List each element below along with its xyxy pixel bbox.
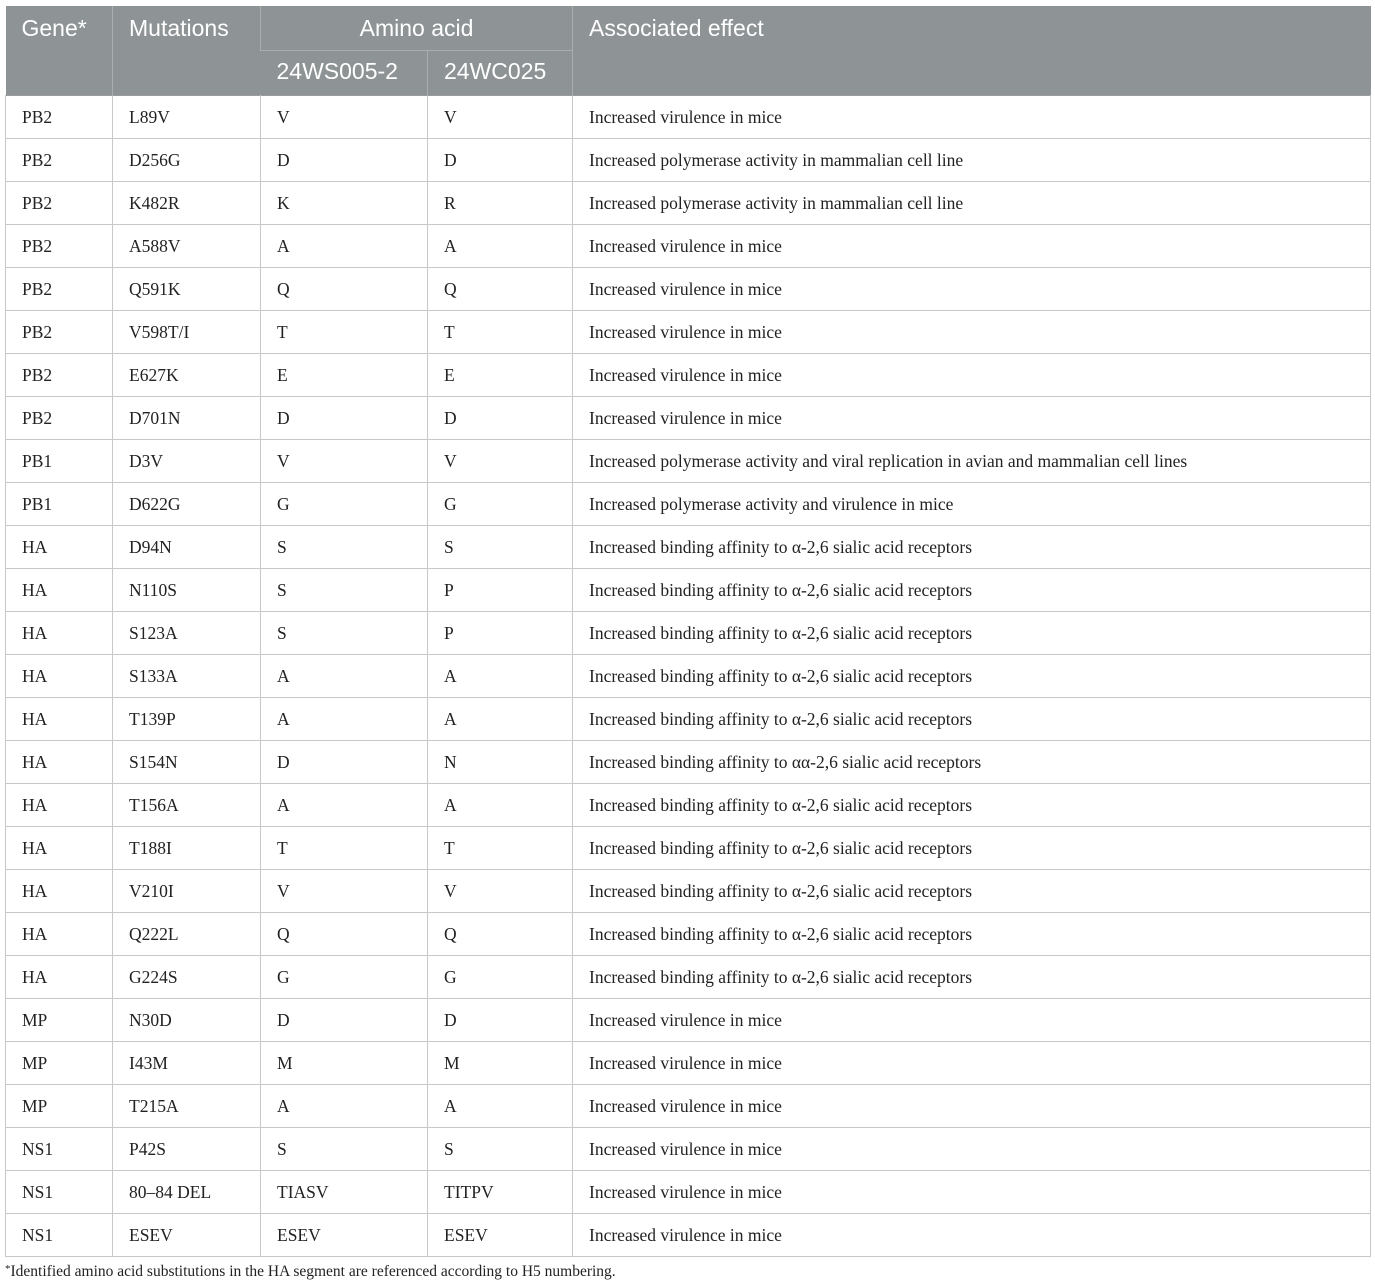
cell-aa-24ws005-2: G bbox=[261, 483, 428, 526]
cell-aa-24ws005-2: K bbox=[261, 182, 428, 225]
cell-mutation: E627K bbox=[113, 354, 261, 397]
cell-aa-24wc025: A bbox=[428, 655, 573, 698]
cell-gene: MP bbox=[6, 999, 113, 1042]
cell-aa-24wc025: Q bbox=[428, 913, 573, 956]
table-row bbox=[6, 1085, 1371, 1128]
table-row bbox=[6, 96, 1371, 139]
cell-gene: HA bbox=[6, 913, 113, 956]
cell-associated-effect: Increased virulence in mice bbox=[573, 999, 1371, 1042]
cell-mutation: V598T/I bbox=[113, 311, 261, 354]
cell-mutation: G224S bbox=[113, 956, 261, 999]
table-row bbox=[6, 913, 1371, 956]
cell-mutation: 80–84 DEL bbox=[113, 1171, 261, 1214]
cell-mutation: K482R bbox=[113, 182, 261, 225]
cell-gene: PB1 bbox=[6, 483, 113, 526]
cell-associated-effect: Increased binding affinity to α-2,6 sialic acid receptors bbox=[573, 913, 1371, 956]
cell-gene: HA bbox=[6, 784, 113, 827]
cell-aa-24ws005-2: M bbox=[261, 1042, 428, 1085]
cell-associated-effect: Increased binding affinity to α-2,6 sialic acid receptors bbox=[573, 698, 1371, 741]
cell-gene: PB2 bbox=[6, 397, 113, 440]
cell-associated-effect: Increased virulence in mice bbox=[573, 1128, 1371, 1171]
table-row bbox=[6, 139, 1371, 182]
cell-aa-24wc025: T bbox=[428, 827, 573, 870]
footnote-text: Identified amino acid substitutions in the HA segment are referenced according to H5 numbering. bbox=[10, 1263, 616, 1280]
cell-associated-effect: Increased binding affinity to α-2,6 sialic acid receptors bbox=[573, 870, 1371, 913]
cell-aa-24wc025: T bbox=[428, 311, 573, 354]
table-row bbox=[6, 698, 1371, 741]
cell-gene: HA bbox=[6, 956, 113, 999]
cell-gene: HA bbox=[6, 569, 113, 612]
cell-gene: HA bbox=[6, 698, 113, 741]
header-gene: Gene* bbox=[6, 6, 113, 96]
cell-aa-24ws005-2: ESEV bbox=[261, 1214, 428, 1257]
cell-aa-24wc025: Q bbox=[428, 268, 573, 311]
header-mutations: Mutations bbox=[113, 6, 261, 96]
cell-aa-24wc025: V bbox=[428, 440, 573, 483]
cell-gene: PB1 bbox=[6, 440, 113, 483]
table-row bbox=[6, 741, 1371, 784]
cell-aa-24ws005-2: V bbox=[261, 96, 428, 139]
cell-aa-24wc025: S bbox=[428, 1128, 573, 1171]
cell-associated-effect: Increased polymerase activity in mammalian cell line bbox=[573, 139, 1371, 182]
cell-aa-24wc025: V bbox=[428, 96, 573, 139]
cell-aa-24wc025: A bbox=[428, 1085, 573, 1128]
cell-aa-24wc025: D bbox=[428, 139, 573, 182]
cell-mutation: D622G bbox=[113, 483, 261, 526]
cell-aa-24wc025: TITPV bbox=[428, 1171, 573, 1214]
cell-aa-24ws005-2: E bbox=[261, 354, 428, 397]
cell-gene: NS1 bbox=[6, 1171, 113, 1214]
cell-associated-effect: Increased polymerase activity and viral replication in avian and mammalian cell lines bbox=[573, 440, 1371, 483]
cell-aa-24wc025: A bbox=[428, 698, 573, 741]
cell-aa-24ws005-2: A bbox=[261, 655, 428, 698]
cell-associated-effect: Increased virulence in mice bbox=[573, 311, 1371, 354]
cell-aa-24ws005-2: TIASV bbox=[261, 1171, 428, 1214]
cell-aa-24ws005-2: A bbox=[261, 698, 428, 741]
cell-aa-24ws005-2: D bbox=[261, 999, 428, 1042]
cell-mutation: D94N bbox=[113, 526, 261, 569]
cell-aa-24wc025: D bbox=[428, 999, 573, 1042]
table-row bbox=[6, 1128, 1371, 1171]
cell-gene: PB2 bbox=[6, 96, 113, 139]
table-row bbox=[6, 311, 1371, 354]
table-row bbox=[6, 268, 1371, 311]
cell-aa-24wc025: ESEV bbox=[428, 1214, 573, 1257]
cell-aa-24ws005-2: S bbox=[261, 612, 428, 655]
table-row bbox=[6, 956, 1371, 999]
table-row bbox=[6, 225, 1371, 268]
cell-aa-24wc025: G bbox=[428, 483, 573, 526]
footnote bbox=[5, 1263, 616, 1281]
cell-associated-effect: Increased binding affinity to α-2,6 sialic acid receptors bbox=[573, 784, 1371, 827]
table-row bbox=[6, 483, 1371, 526]
cell-associated-effect: Increased virulence in mice bbox=[573, 397, 1371, 440]
cell-aa-24ws005-2: V bbox=[261, 870, 428, 913]
cell-mutation: L89V bbox=[113, 96, 261, 139]
cell-associated-effect: Increased binding affinity to α-2,6 sialic acid receptors bbox=[573, 526, 1371, 569]
table-row bbox=[6, 440, 1371, 483]
cell-gene: MP bbox=[6, 1085, 113, 1128]
cell-mutation: D701N bbox=[113, 397, 261, 440]
cell-mutation: T188I bbox=[113, 827, 261, 870]
cell-aa-24ws005-2: S bbox=[261, 1128, 428, 1171]
table-row bbox=[6, 569, 1371, 612]
cell-mutation: V210I bbox=[113, 870, 261, 913]
cell-gene: HA bbox=[6, 870, 113, 913]
cell-associated-effect: Increased polymerase activity and virulence in mice bbox=[573, 483, 1371, 526]
cell-aa-24ws005-2: A bbox=[261, 1085, 428, 1128]
cell-mutation: Q591K bbox=[113, 268, 261, 311]
cell-associated-effect: Increased virulence in mice bbox=[573, 354, 1371, 397]
table-row bbox=[6, 526, 1371, 569]
cell-gene: PB2 bbox=[6, 139, 113, 182]
cell-associated-effect: Increased binding affinity to α-2,6 sialic acid receptors bbox=[573, 956, 1371, 999]
table-row bbox=[6, 354, 1371, 397]
cell-gene: HA bbox=[6, 655, 113, 698]
header-strain-24ws005-2: 24WS005-2 bbox=[261, 51, 428, 96]
cell-associated-effect: Increased polymerase activity in mammalian cell line bbox=[573, 182, 1371, 225]
table-row bbox=[6, 1171, 1371, 1214]
cell-gene: PB2 bbox=[6, 311, 113, 354]
header-strain-24wc025: 24WC025 bbox=[428, 51, 573, 96]
cell-aa-24ws005-2: Q bbox=[261, 268, 428, 311]
cell-mutation: S133A bbox=[113, 655, 261, 698]
table-row bbox=[6, 827, 1371, 870]
cell-aa-24ws005-2: T bbox=[261, 827, 428, 870]
cell-associated-effect: Increased binding affinity to α-2,6 sialic acid receptors bbox=[573, 655, 1371, 698]
cell-mutation: T215A bbox=[113, 1085, 261, 1128]
cell-aa-24wc025: P bbox=[428, 569, 573, 612]
cell-aa-24wc025: P bbox=[428, 612, 573, 655]
cell-associated-effect: Increased binding affinity to α-2,6 sialic acid receptors bbox=[573, 612, 1371, 655]
cell-gene: MP bbox=[6, 1042, 113, 1085]
cell-aa-24wc025: D bbox=[428, 397, 573, 440]
cell-associated-effect: Increased virulence in mice bbox=[573, 225, 1371, 268]
table-row bbox=[6, 182, 1371, 225]
table-row bbox=[6, 1042, 1371, 1085]
cell-associated-effect: Increased virulence in mice bbox=[573, 1085, 1371, 1128]
cell-associated-effect: Increased binding affinity to αα-2,6 sialic acid receptors bbox=[573, 741, 1371, 784]
cell-associated-effect: Increased virulence in mice bbox=[573, 1171, 1371, 1214]
cell-aa-24wc025: A bbox=[428, 225, 573, 268]
cell-mutation: N110S bbox=[113, 569, 261, 612]
cell-associated-effect: Increased virulence in mice bbox=[573, 1042, 1371, 1085]
table-header bbox=[6, 6, 1371, 96]
table-row bbox=[6, 1214, 1371, 1257]
cell-associated-effect: Increased binding affinity to α-2,6 sialic acid receptors bbox=[573, 827, 1371, 870]
cell-mutation: S154N bbox=[113, 741, 261, 784]
cell-gene: NS1 bbox=[6, 1128, 113, 1171]
cell-mutation: T156A bbox=[113, 784, 261, 827]
cell-aa-24ws005-2: T bbox=[261, 311, 428, 354]
mutation-table bbox=[5, 6, 1371, 1257]
cell-mutation: D256G bbox=[113, 139, 261, 182]
cell-aa-24wc025: M bbox=[428, 1042, 573, 1085]
cell-gene: HA bbox=[6, 526, 113, 569]
cell-mutation: T139P bbox=[113, 698, 261, 741]
cell-gene: HA bbox=[6, 827, 113, 870]
cell-aa-24ws005-2: S bbox=[261, 526, 428, 569]
cell-mutation: ESEV bbox=[113, 1214, 261, 1257]
cell-gene: HA bbox=[6, 741, 113, 784]
cell-gene: HA bbox=[6, 612, 113, 655]
cell-aa-24wc025: N bbox=[428, 741, 573, 784]
cell-mutation: D3V bbox=[113, 440, 261, 483]
table-row bbox=[6, 397, 1371, 440]
cell-aa-24ws005-2: A bbox=[261, 225, 428, 268]
cell-associated-effect: Increased virulence in mice bbox=[573, 1214, 1371, 1257]
cell-gene: PB2 bbox=[6, 354, 113, 397]
table-row bbox=[6, 999, 1371, 1042]
cell-aa-24ws005-2: D bbox=[261, 741, 428, 784]
table-body bbox=[6, 96, 1371, 1257]
table-row bbox=[6, 612, 1371, 655]
cell-associated-effect: Increased virulence in mice bbox=[573, 96, 1371, 139]
cell-aa-24ws005-2: Q bbox=[261, 913, 428, 956]
header-amino-acid: Amino acid bbox=[261, 6, 573, 51]
cell-aa-24ws005-2: S bbox=[261, 569, 428, 612]
cell-aa-24ws005-2: A bbox=[261, 784, 428, 827]
cell-aa-24wc025: G bbox=[428, 956, 573, 999]
cell-mutation: S123A bbox=[113, 612, 261, 655]
header-associated-effect: Associated effect bbox=[573, 6, 1371, 96]
cell-mutation: I43M bbox=[113, 1042, 261, 1085]
cell-gene: NS1 bbox=[6, 1214, 113, 1257]
cell-aa-24ws005-2: V bbox=[261, 440, 428, 483]
cell-aa-24ws005-2: D bbox=[261, 397, 428, 440]
cell-gene: PB2 bbox=[6, 182, 113, 225]
cell-aa-24wc025: R bbox=[428, 182, 573, 225]
cell-aa-24wc025: A bbox=[428, 784, 573, 827]
cell-aa-24wc025: S bbox=[428, 526, 573, 569]
cell-gene: PB2 bbox=[6, 225, 113, 268]
cell-mutation: Q222L bbox=[113, 913, 261, 956]
cell-associated-effect: Increased binding affinity to α-2,6 sialic acid receptors bbox=[573, 569, 1371, 612]
cell-aa-24wc025: V bbox=[428, 870, 573, 913]
cell-aa-24wc025: E bbox=[428, 354, 573, 397]
table-row bbox=[6, 870, 1371, 913]
cell-mutation: P42S bbox=[113, 1128, 261, 1171]
cell-associated-effect: Increased virulence in mice bbox=[573, 268, 1371, 311]
table-row bbox=[6, 655, 1371, 698]
cell-mutation: N30D bbox=[113, 999, 261, 1042]
table-row bbox=[6, 784, 1371, 827]
cell-gene: PB2 bbox=[6, 268, 113, 311]
cell-mutation: A588V bbox=[113, 225, 261, 268]
mutation-table-container bbox=[5, 6, 1370, 1257]
cell-aa-24ws005-2: G bbox=[261, 956, 428, 999]
footnote-marker: * bbox=[5, 1263, 11, 1275]
cell-aa-24ws005-2: D bbox=[261, 139, 428, 182]
